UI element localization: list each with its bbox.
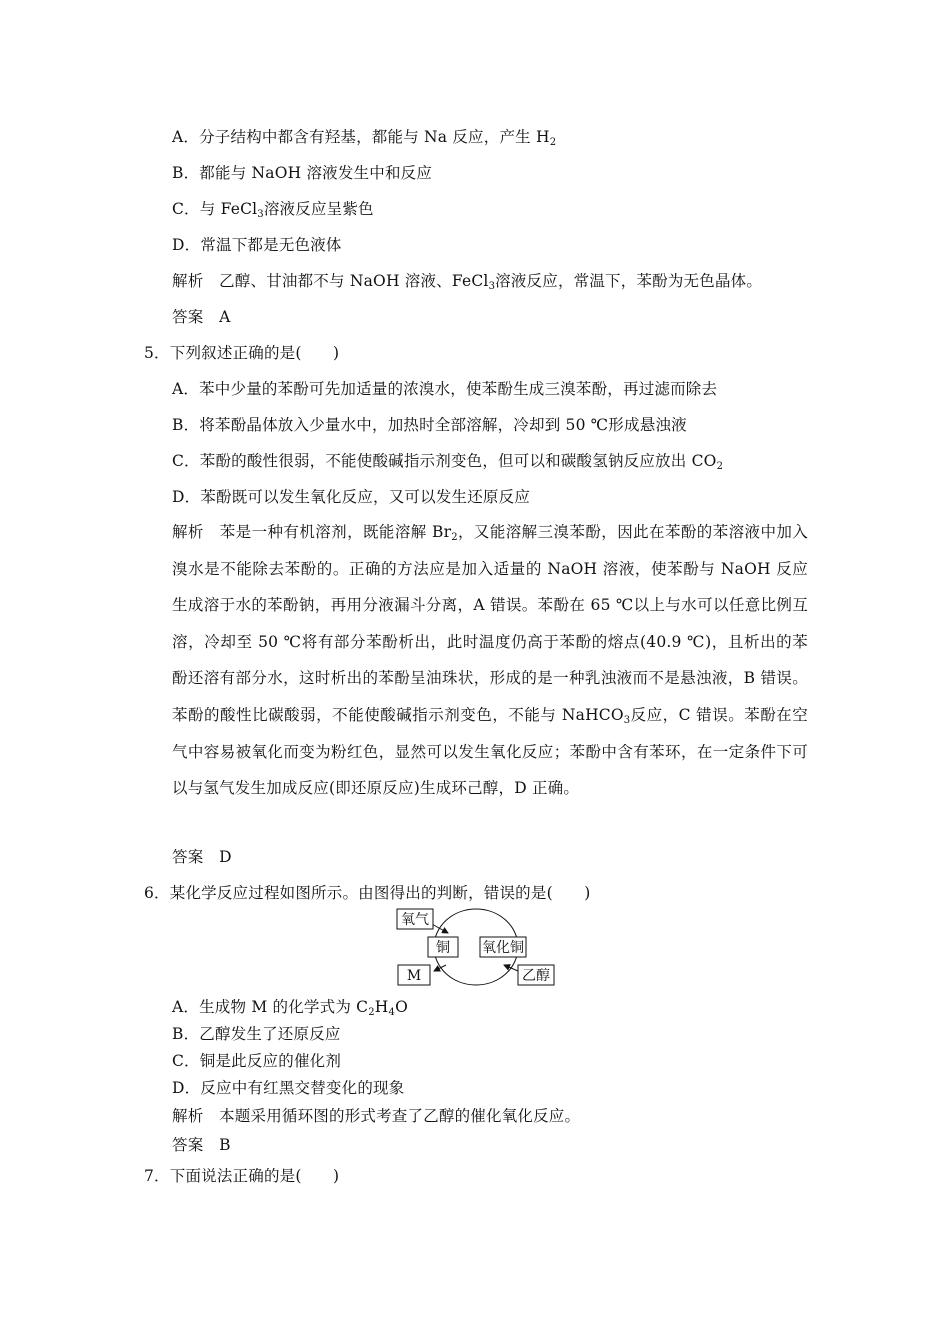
ethanol-arrow <box>504 965 518 971</box>
q5-option-a: A．苯中少量的苯酚可先加适量的浓溴水，使苯酚生成三溴苯酚，再过滤而除去 <box>172 380 718 398</box>
q6-option-a: A．生成物 M 的化学式为 $C_2H_4O$ <box>172 998 408 1018</box>
q6-stem: 6．某化学反应过程如图所示。由图得出的判断，错误的是( ) <box>144 884 591 902</box>
m-label: M <box>406 968 422 984</box>
copper-oxide-label: 氧化铜 <box>482 940 524 956</box>
q7-stem: 7．下面说法正确的是( ) <box>144 1167 340 1185</box>
copper-label: 铜 <box>436 940 450 956</box>
q6-explanation: 解析 本题采用循环图的形式考查了乙醇的催化氧化反应。 <box>172 1107 581 1125</box>
q4-option-c: C．与 FeCl$_3$溶液反应呈紫色 <box>172 200 374 220</box>
q6-answer: 答案 B <box>172 1136 231 1154</box>
q5-option-b: B．将苯酚晶体放入少量水中，加热时全部溶解，冷却到 50 ℃形成悬浊液 <box>172 416 687 434</box>
q5-answer: 答案 D <box>172 848 232 866</box>
q4-option-d: D．常温下都是无色液体 <box>172 236 342 254</box>
q4-answer: 答案 A <box>172 308 231 326</box>
q6-option-c: C．铜是此反应的催化剂 <box>172 1052 342 1070</box>
q5-option-c: C．苯酚的酸性很弱，不能使酸碱指示剂变色，但可以和碳酸氢钠反应放出 $CO_2$ <box>172 452 724 472</box>
q4-option-a: A．分子结构中都含有羟基，都能与 Na 反应，产生 $H_2$ <box>172 128 557 148</box>
q6-option-d: D．反应中有红黑交替变化的现象 <box>172 1079 405 1097</box>
q6-option-b: B．乙醇发生了还原反应 <box>172 1025 341 1043</box>
q4-option-b: B．都能与 NaOH 溶液发生中和反应 <box>172 164 433 182</box>
q5-explanation: 解析 苯是一种有机溶剂，既能溶解 $Br_2$，又能溶解三溴苯酚，因此在苯酚的苯溶液中加入溴水是不能除去苯酚的。正确的方法应是加入适量的 NaOH 溶液，使苯酚与 NaOH 反应生成溶于水的苯酚钠，再用分液漏斗分离，A 错误。苯酚在 65 ℃以上与水可以任意比例互溶，冷却至 50 ℃将有部分苯酚析出，此时温度仍高于苯酚的熔点(40.9 ℃)，且析出的苯酚还溶有部分水，这时析出的苯酚呈油珠状，形成的是一种乳浊液而不是悬浊液，B 错误。苯酚的酸性比碳酸弱，不能使酸碱指示剂变色，不能与 NaHCO$_3$反应，C 错误。苯酚在空气中容易被氧化而变为粉红色，显然可以发生氧化反应；苯酚中含有苯环，在一定条件下可以与氢气发生加成反应(即还原反应)生成环己醇，D 正确。 <box>172 523 808 798</box>
reaction-cycle-diagram <box>392 905 562 990</box>
q4-explanation: 解析 乙醇、甘油都不与 NaOH 溶液、FeCl$_3$溶液反应，常温下，苯酚为无色晶体。 <box>172 272 763 292</box>
oxygen-label: 氧气 <box>401 912 429 928</box>
q5-option-d: D．苯酚既可以发生氧化反应，又可以发生还原反应 <box>172 488 531 506</box>
q5-stem: 5．下列叙述正确的是( ) <box>144 344 340 362</box>
ethanol-label: 乙醇 <box>522 968 550 984</box>
